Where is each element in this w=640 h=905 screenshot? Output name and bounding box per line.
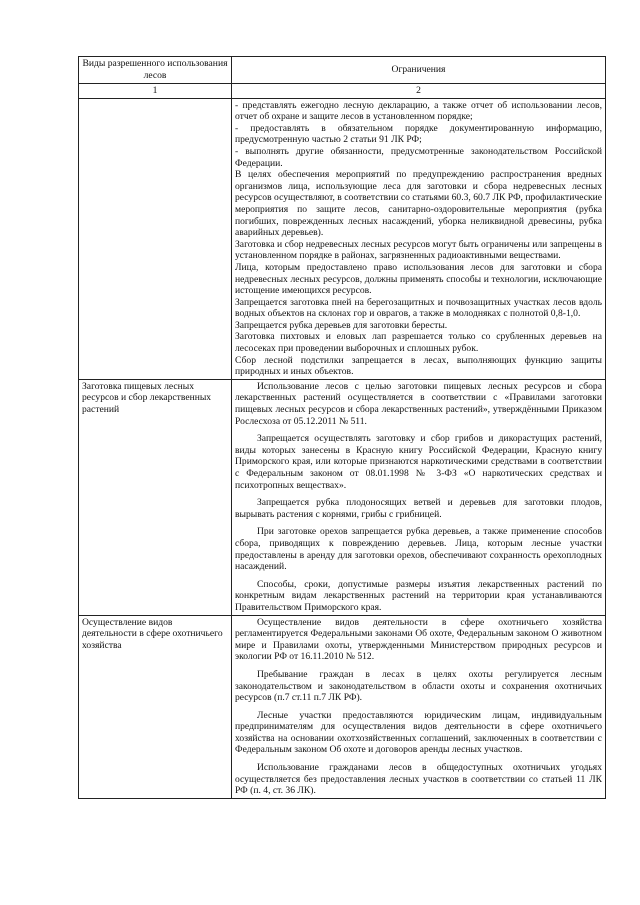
- row-label-cell: [79, 98, 232, 379]
- restriction-paragraph: Запрещается рубка плодоносящих ветвей и деревьев для заготовки плодов, вырывать растения с корнями, грибы с грибницей.: [235, 497, 602, 520]
- header-cell-forest-use-types: [79, 57, 232, 84]
- restriction-paragraph: Заготовка и сбор недревесных лесных ресурсов могут быть ограничены или запрещены в установленном порядке в районах, загрязненных радиоактивными веществами.: [235, 238, 602, 262]
- row-label-cell: [79, 615, 232, 798]
- table-row: [79, 379, 606, 615]
- column-number-2: 2: [232, 84, 606, 99]
- header-col2-text: Ограничения: [391, 64, 446, 76]
- table-row: [79, 615, 606, 798]
- table-row: [79, 98, 606, 379]
- header-col1-text: Виды разрешенного использования лесов: [82, 58, 228, 81]
- restriction-paragraph: - предоставлять в обязательном порядке документированную информацию, предусмотренную частью 2 статьи 91 ЛК РФ;: [235, 122, 602, 146]
- header-cell-restrictions: [232, 57, 606, 84]
- restriction-paragraph: Пребывание граждан в лесах в целях охоты регулируется лесным законодательством и законодательством в области охоты и сохранения охотничьих ресурсов (п.7 ст.11 п.7 ЛК РФ).: [235, 668, 602, 704]
- restriction-paragraph: Запрещается рубка деревьев для заготовки бересты.: [235, 319, 448, 331]
- restriction-paragraph: Лесные участки предоставляются юридическим лицам, индивидуальным предпринимателям для осуществления видов деятельности в сфере охотничьего хозяйства на основании охотхозяйственных соглашений, заключенных в соответствии с Федеральным законом Об охоте и договоров аренды лесных участков.: [235, 709, 602, 756]
- row-label-cell: [79, 379, 232, 615]
- restriction-paragraph: Заготовка пихтовых и еловых лап разрешается только со срубленных деревьев на лесосеках при проведении выборочных и сплошных рубок.: [235, 331, 602, 355]
- row-label: Заготовка пищевых лесных ресурсов и сбор лекарственных растений: [82, 380, 212, 416]
- row-label: Осуществление видов деятельности в сфере охотничьего хозяйства: [82, 616, 223, 651]
- restriction-paragraph: Осуществление видов деятельности в сфере охотничьего хозяйства регламентируется Федеральными законами Об охоте, Федеральным законом О животном мире и Правилами охоты, утвержденными Министерством природных ресурсов и экологии РФ от 16.11.2010 № 512.: [235, 616, 602, 663]
- restriction-paragraph: В целях обеспечения мероприятий по предупреждению распространения вредных организмов лица, использующие леса для заготовки и сбора недревесных лесных ресурсов осуществляют, в соответствии со статьями 60.3, 60.7 ЛК РФ, профилактические мероприятия по защите лесов, санитарно-оздоровительные мероприятия (рубка погибших, поврежденных лесных насаждений, уборка неликвидной древесины, рубка аварийных деревьев).: [235, 169, 602, 239]
- restriction-paragraph: Сбор лесной подстилки запрещается в лесах, выполняющих функцию защиты природных и иных объектов.: [235, 354, 602, 378]
- restriction-paragraph: Запрещается осуществлять заготовку и сбор грибов и дикорастущих растений, виды которых занесены в Красную книгу Российской Федерации, Красную книгу Приморского края, или которые признаются наркотическими средствами в соответствии с Федеральным законом от 08.01.1998 № 3-ФЗ «О наркотических средствах и психотропных веществах».: [235, 433, 602, 491]
- row-restrictions-cell: [232, 98, 606, 379]
- row-restrictions-cell: [232, 379, 606, 615]
- restriction-paragraph: - выполнять другие обязанности, предусмотренные законодательством Российской Федерации.: [235, 145, 602, 169]
- restriction-paragraph: Лица, которым предоставлено право использования лесов для заготовки и сбора недревесных лесных ресурсов, должны применять способы и технологии, исключающие истощение имеющихся ресурсов.: [235, 261, 602, 297]
- column-number-row: [79, 84, 606, 99]
- restriction-paragraph: Использование лесов с целью заготовки пищевых лесных ресурсов и сбора лекарственных растений осуществляется в соответствии с «Правилами заготовки пищевых лесных ресурсов и сбора лекарственных растений», утверждёнными Приказом Рослесхоза от 05.12.2011 № 511.: [235, 380, 602, 427]
- restriction-paragraph: При заготовке орехов запрещается рубка деревьев, а также применение способов сбора, приводящих к повреждению деревьев. Лица, которым лесные участки предоставлены в аренду для заготовки орехов, обеспечивают сохранность орехоплодных насаждений.: [235, 526, 602, 573]
- restriction-paragraph: Способы, сроки, допустимые размеры изъятия лекарственных растений по конкретным видам лекарственных растений на территории края устанавливаются Правительством Приморского края.: [235, 578, 602, 613]
- restriction-paragraph: - представлять ежегодно лесную декларацию, а также отчет об использовании лесов, отчет об охране и защите лесов в установленном порядке;: [235, 99, 602, 123]
- restriction-paragraph: Использование гражданами лесов в общедоступных охотничьих угодьях осуществляется без предоставления лесных участков в соответствии со статьей 11 ЛК РФ (п. 4, ст. 36 ЛК).: [235, 762, 602, 797]
- table-header-row: [79, 57, 606, 84]
- document-page: [78, 56, 606, 799]
- column-number-1: 1: [79, 84, 232, 99]
- restrictions-table: [78, 56, 606, 799]
- restriction-paragraph: Запрещается заготовка пней на берегозащитных и почвозащитных участках лесов вдоль водных объектов на склонах гор и оврагов, а также в молодняках с полнотой 0,8-1,0.: [235, 296, 602, 320]
- row-restrictions-cell: [232, 615, 606, 798]
